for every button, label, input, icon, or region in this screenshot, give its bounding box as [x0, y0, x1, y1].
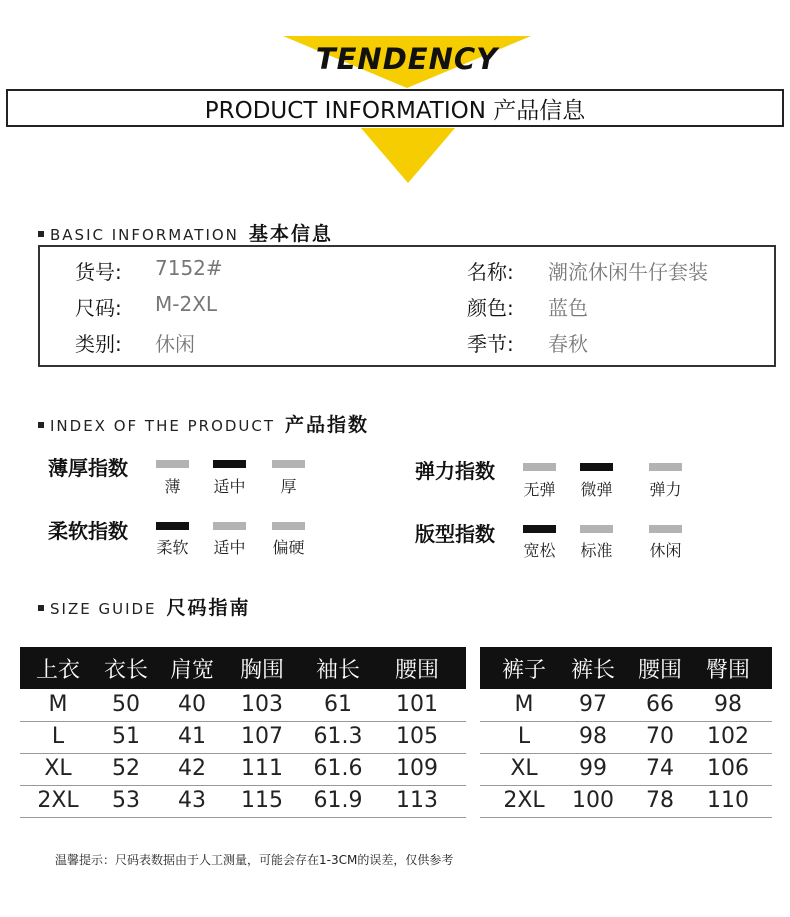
index-heading: [38, 410, 369, 437]
table-cell: 41: [178, 724, 206, 749]
index-option: 休闲: [649, 541, 682, 560]
index-option: 适中: [213, 477, 246, 496]
table-row-divider: [480, 817, 772, 818]
index-bar: [156, 522, 189, 530]
index-option: 标准: [580, 541, 613, 560]
table-cell: 101: [396, 692, 438, 717]
table-cell: 53: [112, 788, 140, 813]
index-option: 宽松: [523, 541, 556, 560]
table-header-cell: 腰围: [637, 658, 682, 683]
table-cell: 2XL: [503, 788, 545, 813]
basic-heading-en: BASIC INFORMATION: [50, 226, 239, 244]
size-heading: [38, 593, 251, 620]
brand-logo-text: TENDENCY: [315, 42, 499, 76]
table-header-cell: 衣长: [103, 658, 148, 683]
table-cell: 97: [579, 692, 607, 717]
table-header-cell: 肩宽: [169, 658, 214, 683]
index-option: 适中: [213, 538, 246, 557]
index-option: 偏硬: [272, 538, 305, 557]
table-cell: 74: [646, 756, 674, 781]
table-header-cell: 臀围: [705, 658, 750, 683]
index-bar: [649, 525, 682, 533]
table-cell: 70: [646, 724, 674, 749]
table-header-cell: 裤长: [570, 658, 615, 683]
table-header-cell: 胸围: [239, 658, 284, 683]
index-bar: [580, 463, 613, 471]
info-value: 潮流休闲牛仔套装: [548, 260, 708, 284]
bullet-square: [38, 422, 44, 428]
info-label: 尺码:: [75, 296, 122, 320]
table-cell: 50: [112, 692, 140, 717]
table-header-cell: 袖长: [315, 658, 360, 683]
size-heading-cn: 尺码指南: [166, 597, 251, 619]
table-cell: 52: [112, 756, 140, 781]
info-value: 7152#: [155, 256, 223, 280]
table-row-divider: [20, 721, 466, 722]
index-option: 微弹: [580, 480, 613, 499]
table-cell: 106: [707, 756, 749, 781]
index-bar: [580, 525, 613, 533]
table-cell: M: [48, 692, 68, 717]
index-option: 柔软: [156, 538, 189, 557]
index-bar: [213, 460, 246, 468]
index-option: 无弹: [523, 480, 556, 499]
table-cell: 113: [396, 788, 438, 813]
table-row-divider: [480, 753, 772, 754]
table-header-cell: 裤子: [501, 658, 546, 683]
info-value: 蓝色: [548, 296, 588, 320]
index-option: 弹力: [649, 480, 682, 499]
table-header-cell: 腰围: [394, 658, 439, 683]
index-title: 弹力指数: [415, 459, 495, 483]
basic-info-heading: [38, 219, 333, 246]
index-title: 版型指数: [415, 522, 495, 546]
table-cell: L: [51, 724, 65, 749]
table-row-divider: [20, 753, 466, 754]
info-label: 类别:: [75, 332, 122, 356]
index-bar: [213, 522, 246, 530]
table-cell: XL: [44, 756, 72, 781]
bullet-square: [38, 605, 44, 611]
table-row-divider: [20, 785, 466, 786]
table-row-divider: [480, 785, 772, 786]
table-cell: 42: [178, 756, 206, 781]
table-cell: 115: [241, 788, 283, 813]
table-row-divider: [480, 721, 772, 722]
index-option: 厚: [280, 477, 297, 496]
index-title: 薄厚指数: [48, 456, 128, 480]
index-bar: [156, 460, 189, 468]
table-header-cell: 上衣: [35, 658, 80, 683]
index-bar: [649, 463, 682, 471]
index-bar: [272, 460, 305, 468]
table-cell: 2XL: [37, 788, 79, 813]
index-heading-en: INDEX OF THE PRODUCT: [50, 417, 276, 435]
table-cell: 78: [646, 788, 674, 813]
index-bar: [272, 522, 305, 530]
table-cell: 43: [178, 788, 206, 813]
table-row-divider: [20, 817, 466, 818]
info-value: 春秋: [548, 332, 588, 356]
table-cell: XL: [510, 756, 538, 781]
table-cell: 98: [579, 724, 607, 749]
table-cell: 103: [241, 692, 283, 717]
basic-heading-cn: 基本信息: [248, 223, 333, 245]
page-title: PRODUCT INFORMATION 产品信息: [204, 98, 586, 124]
table-cell: 109: [396, 756, 438, 781]
table-cell: M: [514, 692, 534, 717]
info-value: M-2XL: [155, 292, 218, 316]
table-cell: 111: [241, 756, 283, 781]
table-cell: 66: [646, 692, 674, 717]
info-value: 休闲: [155, 332, 195, 356]
table-cell: 100: [572, 788, 614, 813]
measurement-note: 温馨提示：尺码表数据由于人工测量，可能会存在1-3CM的误差，仅供参考: [55, 853, 454, 867]
table-cell: 40: [178, 692, 206, 717]
index-bar: [523, 525, 556, 533]
table-cell: 107: [241, 724, 283, 749]
info-label: 颜色:: [467, 296, 514, 320]
index-option: 薄: [164, 477, 181, 496]
size-heading-en: SIZE GUIDE: [50, 600, 157, 618]
info-label: 季节:: [467, 332, 514, 356]
table-cell: 105: [396, 724, 438, 749]
info-label: 货号:: [75, 260, 122, 284]
table-cell: 51: [112, 724, 140, 749]
index-heading-cn: 产品指数: [285, 414, 370, 436]
table-cell: 61: [324, 692, 352, 717]
table-cell: 61.3: [313, 724, 363, 749]
index-title: 柔软指数: [48, 519, 128, 543]
table-cell: L: [517, 724, 531, 749]
info-label: 名称:: [467, 260, 514, 284]
table-cell: 99: [579, 756, 607, 781]
table-cell: 110: [707, 788, 749, 813]
header-bottom-triangle: [361, 128, 455, 183]
table-cell: 102: [707, 724, 749, 749]
index-bar: [523, 463, 556, 471]
bullet-square: [38, 231, 44, 237]
table-cell: 98: [714, 692, 742, 717]
table-cell: 61.9: [313, 788, 363, 813]
table-cell: 61.6: [313, 756, 363, 781]
